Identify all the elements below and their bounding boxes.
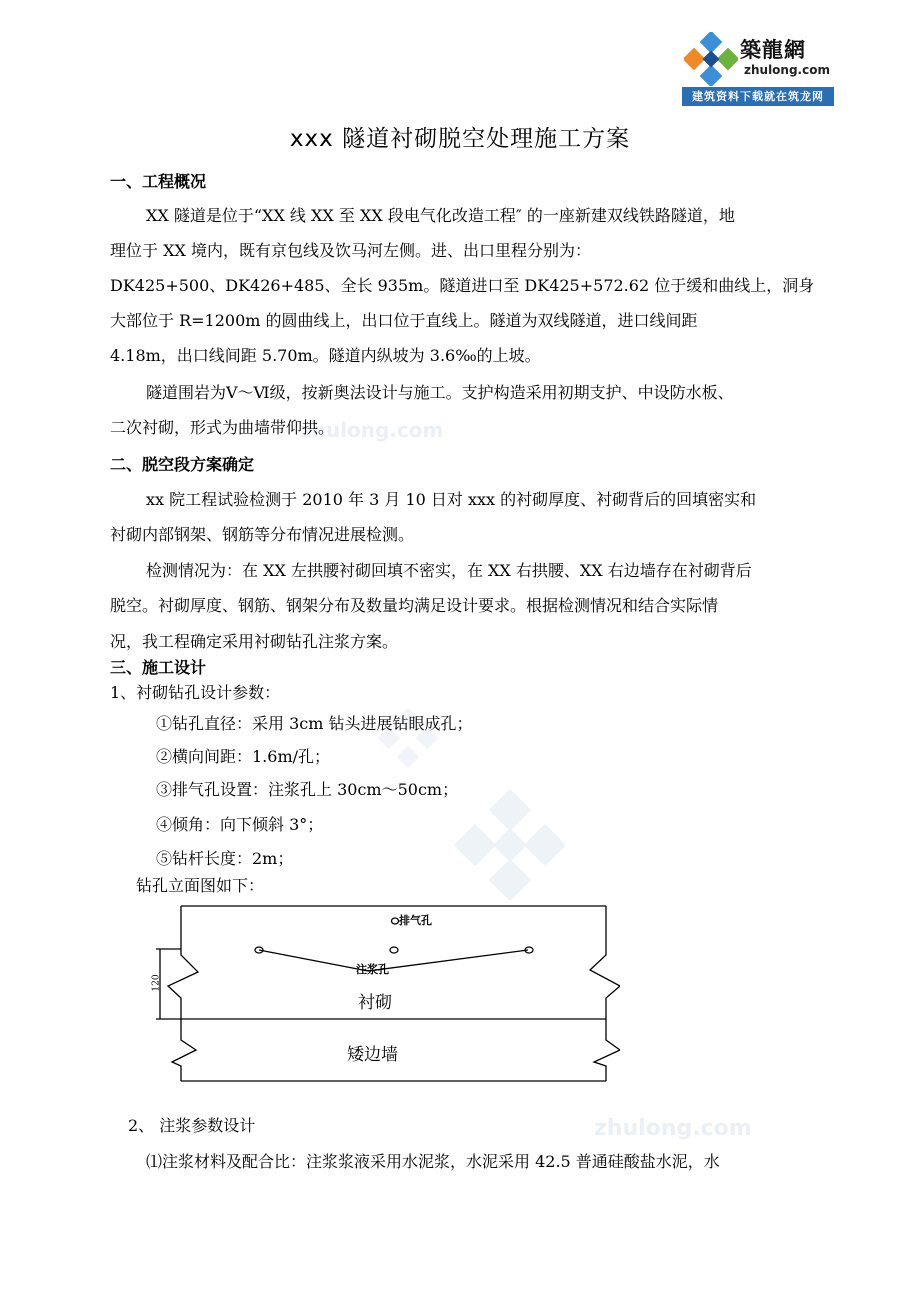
paragraph-line: 衬砌内部钢架、钢筋等分布情况进展检测。 — [110, 525, 415, 544]
paragraph-line: xx 院工程试验检测于 2010 年 3 月 10 日对 xxx 的衬砌厚度、衬砌背后的回填密实和 — [146, 490, 757, 509]
watermark-text: zhulong.com — [300, 418, 444, 442]
logo-brand: 築龍網 — [740, 37, 806, 62]
logo-domain: zhulong.com — [744, 63, 830, 77]
snowflake-logo-icon — [684, 32, 738, 86]
document-title: xxx 隧道衬砌脱空处理施工方案 — [289, 126, 631, 152]
paragraph-line: 脱空。衬砌厚度、钢筋、钢架分布及数量均满足设计要求。根据检测情况和结合实际情 — [110, 596, 719, 615]
section-heading: 二、脱空段方案确定 — [110, 455, 255, 474]
logo-slogan: 建筑资料下载就在筑龙网 — [682, 87, 834, 106]
watermark-text: zhulong.com — [594, 1116, 752, 1141]
paragraph-line: 况，我工程确定采用衬砌钻孔注浆方案。 — [110, 632, 399, 651]
watermark-logo-icon — [455, 790, 565, 900]
subsection-heading: 1、衬砌钻孔设计参数： — [110, 683, 281, 702]
grout-hole-label: 注浆孔 — [356, 963, 389, 976]
parameter-item: ①钻孔直径：采用 3cm 钻头进展钻眼成孔； — [156, 714, 473, 733]
paragraph-line: XX 隧道是位于“XX 线 XX 至 XX 段电气化改造工程″ 的一座新建双线铁路隧道，地 — [146, 206, 735, 225]
parameter-item: ③排气孔设置：注浆孔上 30cm～50cm； — [156, 780, 459, 799]
parameter-item: ②横向间距：1.6m/孔； — [156, 747, 331, 766]
zhulong-logo — [682, 30, 834, 106]
diagram-caption: 钻孔立面图如下： — [136, 876, 265, 895]
paragraph-line: 大部位于 R=1200m 的圆曲线上，出口位于直线上。隧道为双线隧道，进口线间距 — [110, 311, 698, 330]
vent-hole-label: 排气孔 — [399, 914, 432, 927]
section-heading: 三、施工设计 — [110, 658, 207, 677]
paragraph-line: 理位于 XX 境内，既有京包线及饮马河左侧。进、出口里程分别为： — [110, 241, 591, 260]
drilling-elevation-diagram — [150, 900, 620, 1090]
parameter-item: ⑤钻杆长度：2m； — [156, 849, 294, 868]
paragraph-line: DK425+500、DK426+485、全长 935m。隧道进口至 DK425+572.62 位于缓和曲线上，洞身 — [110, 276, 815, 295]
paragraph-line: 隧道围岩为Ⅴ～Ⅵ级，按新奥法设计与施工。支护构造采用初期支护、中设防水板、 — [146, 383, 734, 402]
parameter-item: ④倾角：向下倾斜 3°； — [156, 815, 324, 834]
dimension-label: 120 — [151, 974, 162, 992]
paragraph-line: 检测情况为：在 XX 左拱腰衬砌回填不密实，在 XX 右拱腰、XX 右边墙存在衬砌背后 — [146, 561, 752, 580]
wall-label: 矮边墙 — [347, 1045, 398, 1065]
paragraph-line: 二次衬砌，形式为曲墙带仰拱。 — [110, 418, 335, 437]
logo-top — [682, 30, 834, 86]
paragraph-line: 4.18m，出口线间距 5.70m。隧道内纵坡为 3.6‰的上坡。 — [110, 346, 541, 365]
subsection-heading: 2、 注浆参数设计 — [128, 1116, 256, 1135]
paragraph-line: ⑴注浆材料及配合比：注浆浆液采用水泥浆，水泥采用 42.5 普通硅酸盐水泥，水 — [146, 1152, 720, 1171]
lining-label: 衬砌 — [358, 993, 392, 1013]
section-heading: 一、工程概况 — [110, 172, 207, 191]
